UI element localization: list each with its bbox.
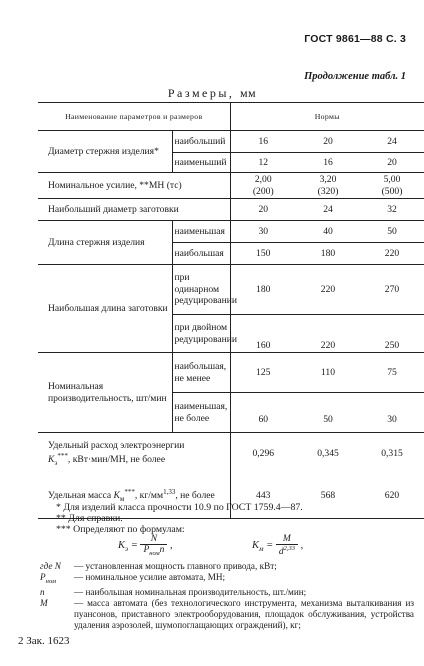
parameters-table	[38, 102, 424, 519]
table-cell: 270	[360, 265, 424, 315]
table-cell: 110	[296, 353, 360, 393]
table-cell: 443	[230, 475, 296, 519]
table-row	[38, 265, 424, 315]
table-caption-title: Размеры,	[167, 86, 235, 100]
header-param-column: Наименование параметров и размеров	[38, 103, 230, 131]
table-cell: 620	[360, 475, 424, 519]
table-cell: 32	[360, 199, 424, 221]
table-cell: 50	[296, 393, 360, 433]
row-sub-label: наименьшая, не более	[172, 393, 230, 433]
table-caption-unit: мм	[239, 86, 257, 100]
table-cell: 12	[230, 153, 296, 173]
table-cell: 5,00 (500)	[360, 173, 424, 199]
table-cell: 75	[360, 353, 424, 393]
row-param-label: Удельный расход электроэнергии $K_э^{***}$, кВт·мин/МН, не более	[48, 439, 185, 467]
table-row	[38, 433, 424, 475]
table-cell: 220	[296, 265, 360, 315]
table-cell: 40	[296, 221, 360, 243]
definition-item: где N — установленная мощность главного привода, кВт;	[40, 561, 277, 571]
definition-item: n — наибольшая номинальная производительность, шт./мин;	[40, 586, 307, 597]
row-param-label: Длина стержня изделия	[38, 221, 172, 265]
table-cell: 16	[230, 131, 296, 153]
table-cell: 60	[230, 393, 296, 433]
table-cell: 568	[296, 475, 360, 519]
table-cell: 250	[360, 315, 424, 353]
row-sub-label: наименьший	[172, 153, 230, 173]
row-param-label: Наибольший диаметр заготовки	[38, 199, 230, 221]
row-sub-label: наименьшая	[172, 221, 230, 243]
table-row	[38, 221, 424, 243]
table-row	[38, 353, 424, 393]
table-cell: 20	[230, 199, 296, 221]
row-param-label: Наибольшая длина заготовки	[38, 265, 172, 353]
definition-item: M — масса автомата (без технологического инструмента, механизма выталкивания из пуансонов, приставного электрооборудования, площадок обслуживания, устройства удаления аэрозолей, шумопоглащающих ограждений), кг;	[40, 597, 414, 630]
footnote-reference: ** Для справки.	[56, 513, 123, 524]
table-cell: 2,00 (200)	[230, 173, 296, 199]
table-row	[38, 199, 424, 221]
footnote-strength-class: * Для изделий класса прочности 10.9 по ГОСТ 1759.4—87.	[56, 502, 303, 513]
page-header: ГОСТ 9861—88 С. 3	[304, 33, 406, 45]
table-cell: 220	[296, 315, 360, 353]
variable-definitions	[40, 561, 414, 631]
header-norms-column: Нормы	[230, 103, 424, 131]
table-cell: 160	[230, 315, 296, 353]
table-row	[38, 173, 424, 199]
table-cell: 30	[360, 393, 424, 433]
table-cell: 220	[360, 243, 424, 265]
row-sub-label: наибольший	[172, 131, 230, 153]
table-continuation-label: Продолжение табл. 1	[304, 71, 406, 82]
table-cell: 150	[230, 243, 296, 265]
row-param-label: Номинальная производительность, шт/мин	[38, 353, 172, 433]
table-cell: 180	[296, 243, 360, 265]
definition-item: $P_{ном}$ — номинальное усилие автомата, МН;	[40, 572, 226, 585]
table-cell: 16	[296, 153, 360, 173]
row-param-label: Номинальное усилие, **МН (тс)	[38, 173, 230, 199]
table-cell: 0,296	[230, 433, 296, 475]
row-sub-label: наибольшая	[172, 243, 230, 265]
row-sub-label: при двойном редуцировании	[172, 315, 230, 353]
table-cell: 20	[296, 131, 360, 153]
row-param-label: Удельная масса $K_м^{***}$, кг/мм$^{1,33}$, не более	[38, 475, 230, 519]
table-cell: 24	[360, 131, 424, 153]
table-row	[38, 131, 424, 153]
table-cell: 0,315	[381, 447, 403, 459]
formula-energy-fraction: $\frac{N}{P_{ном}n}$	[140, 534, 167, 557]
formula-mass: $K_м$ = $\frac{M}{d^{2,33}}$ ,	[252, 534, 304, 558]
footnote-formulas: *** Определяют по формулам:	[56, 524, 185, 535]
page-footer: 2 Зак. 1623	[18, 635, 70, 647]
formula-energy: $K_э$ = $\frac{N}{P_{ном}n}$ ,	[118, 534, 173, 557]
formula-mass-fraction: $\frac{M}{d^{2,33}}$	[276, 534, 298, 557]
table-cell: 30	[230, 221, 296, 243]
table-cell: 50	[360, 221, 424, 243]
table-cell: 24	[296, 199, 360, 221]
row-sub-label: при одинарном редуцировании	[172, 265, 230, 315]
table-cell: 180	[230, 265, 296, 315]
table-cell: 3,20 (320)	[296, 173, 360, 199]
table-caption	[0, 86, 424, 101]
row-param-label: Диаметр стержня изделия*	[38, 131, 172, 173]
table-cell: 125	[230, 353, 296, 393]
table-cell: 20	[360, 153, 424, 173]
table-header-row	[38, 103, 424, 131]
row-sub-label: наибольшая, не менее	[172, 353, 230, 393]
table-cell: 0,345	[317, 447, 339, 459]
